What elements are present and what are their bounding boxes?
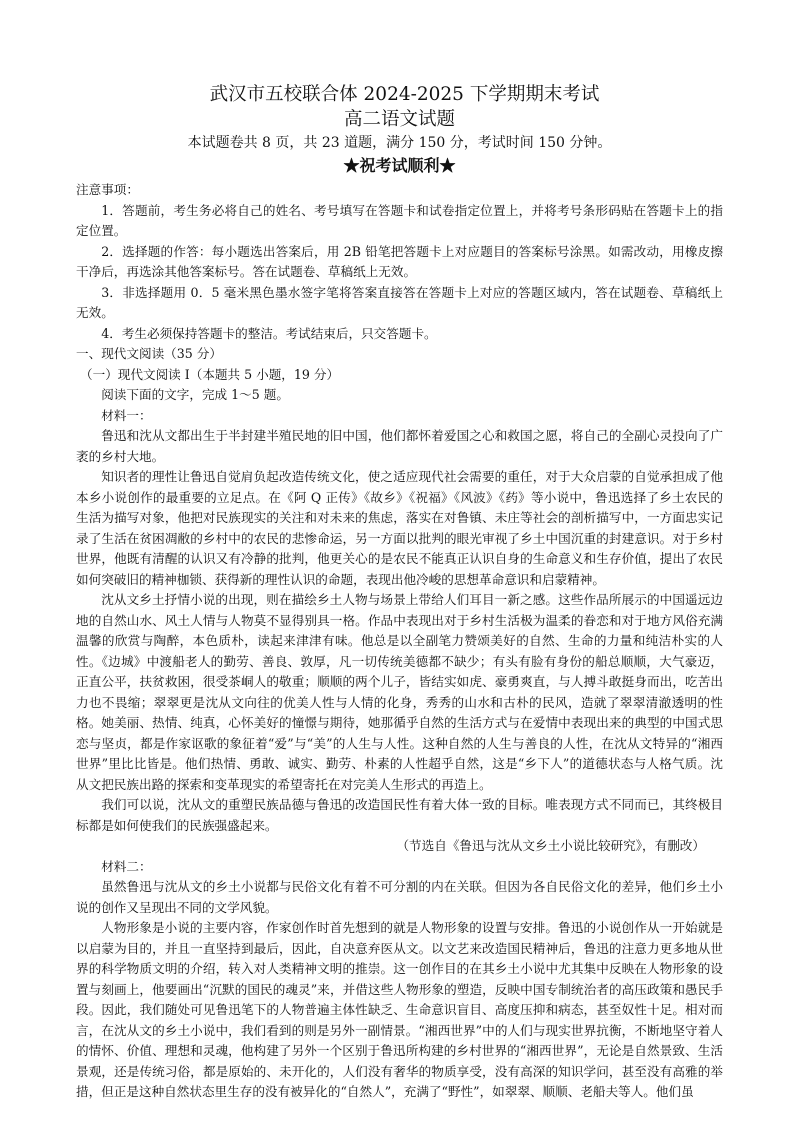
material1-paragraph: 知识者的理性让鲁迅自觉肩负起改造传统文化，使之适应现代社会需要的重任，对于大众启蒙的自觉承担成了他本乡小说创作的最重要的立足点。在《阿 Q 正传》《故乡》《祝福》《风波》《药》等小说中，鲁迅选择了乡土农民的生活为描写对象，他把对民族现实的关注和对未来的焦虑，落实在对鲁镇、未庄等社会的剖析描写中，一方面忠实记录了生活在贫困凋敝的乡村中的农民的悲惨命运，另一方面以批判的眼光审视了乡土中国沉重的封建意识。对于乡村世界，他既有清醒的认识又有冷静的批判，他更关心的是农民不能真正认识自身的生命意义和生存价值，提出了农民如何突破旧的精神枷锁、获得新的理性认识的命题，表现出他冷峻的思想革命意识和启蒙精神。 — [76, 469, 723, 587]
note-item-2: 2．选择题的作答：每小题选出答案后，用 2B 铅笔把答题卡上对应题目的答案标号涂黑。如需改动，用橡皮擦干净后，再选涂其他答案标号。答在试题卷、草稿纸上无效。 — [76, 243, 723, 279]
material2-label: 材料二： — [101, 858, 152, 874]
note-item-4: 4．考生必须保持答题卡的整洁。考试结束后，只交答题卡。 — [101, 325, 437, 341]
material1-paragraph: 沈从文乡土抒情小说的出现，则在描绘乡土人物与场景上带给人们耳目一新之感。这些作品所展示的中国遥远边地的自然山水、风土人情与人物莫不显得别具一格。作品中表现出对于乡村生活极为温柔的眷恋和对于地方风俗充满温馨的欣赏与陶醉，本色质朴，读起来津津有味。他总是以全副笔力赞颂美好的自然、生命的力量和纯洁朴实的人性。《边城》中渡船老人的勤劳、善良、敦厚，凡一切传统美德都不缺少；有头有脸有身份的船总顺顺，大气豪迈，正直公平，扶贫救困，很受茶峒人的敬重；顺顺的两个儿子，皆结实如虎、豪勇爽直，与人搏斗敢挺身而出，吃苦出力也不畏缩；翠翠更是沈从文向往的优美人性与人情的化身，秀秀的山水和古朴的民风，造就了翠翠清澈透明的性格。她美丽、热情、纯真，心怀美好的憧憬与期待，她那循乎自然的生活方式与在爱情中表现出来的典型的中国式思恋与坚贞，都是作家讴歌的象征着“爱”与“美”的人生与人性。这种自然的人生与善良的人性，在沈从文特异的“湘西世界”里比比皆是。他们热情、勇敢、诚实、勤劳、朴素的人性超乎自然，这是“乡下人”的道德状态与人格气质。沈从文把民族出路的探索和变革现实的希望寄托在对完美人生形式的再造上。 — [76, 592, 723, 792]
exam-info: 本试题卷共 8 页，共 23 道题，满分 150 分，考试时间 150 分钟。 — [187, 135, 612, 151]
exam-wish: ★祝考试顺利★ — [343, 156, 456, 175]
material1-source: （节选自《鲁迅与沈从文乡土小说比较研究》，有删改） — [396, 838, 705, 853]
notes-heading: 注意事项： — [76, 182, 139, 197]
material2-paragraph: 人物形象是小说的主要内容，作家创作时首先想到的就是人物形象的设置与安排。鲁迅的小说创作从一开始就是以启蒙为目的，并且一直坚持到最后，因此，自决意弃医从文。以文艺来改造国民精神后，鲁迅的注意力更多地从世界的科学物质文明的介绍，转入对人类精神文明的推崇。这一创作目的在其乡土小说中尤其集中反映在人物形象的设置与刻画上，他要画出“沉默的国民的魂灵”来，并借这些人物形象的塑造，反映中国专制统治者的高压政策和愚民手段。因此，我们随处可见鲁迅笔下的人物普遍主体性缺乏、生命意识盲目、高度压抑和病态，甚至奴性十足。相对而言，在沈从文的乡土小说中，我们看到的则是另外一副情景。“湘西世界”中的人们与现实世界抗衡，不断地坚守着人的情怀、价值、理想和灵魂，他构建了另外一个区别于鲁迅所构建的乡村世界的“湘西世界”，无论是自然景致、生活景观，还是传统习俗，都是原始的、未开化的，人们没有奢华的物质享受，没有高深的知识学问，甚至没有高雅的举措，但正是这种自然状态里生存的没有被异化的“自然人”，充满了“野性”，如翠翠、顺顺、老船夫等人。他们虽 — [76, 920, 723, 1099]
subsection-heading: （一）现代文阅读 I（本题共 5 小题，19 分） — [80, 366, 340, 382]
exam-subject: 高二语文试题 — [343, 109, 455, 130]
section-heading: 一、现代文阅读（35 分） — [76, 346, 222, 361]
reading-instruction: 阅读下面的文字，完成 1～5 题。 — [101, 387, 289, 402]
material1-label: 材料一： — [101, 407, 152, 423]
material1-paragraph: 鲁迅和沈从文都出生于半封建半殖民地的旧中国，他们都怀着爱国之心和救国之愿，将自己的全副心灵投向了广袤的乡村大地。 — [76, 428, 723, 464]
material1-paragraph: 我们可以说，沈从文的重塑民族品德与鲁迅的改造国民性有着大体一致的目标。唯表现方式不同而已，其终极目标都是如何使我们的民族强盛起来。 — [76, 797, 723, 833]
note-item-1: 1．答题前，考生务必将自己的姓名、考号填写在答题卡和试卷指定位置上，并将考号条形码贴在答题卡上的指定位置。 — [76, 202, 723, 238]
material2-paragraph: 虽然鲁迅与沈从文的乡土小说都与民俗文化有着不可分割的内在关联。但因为各自民俗文化的差异，他们乡土小说的创作又呈现出不同的文学风貌。 — [76, 879, 723, 915]
exam-title: 武汉市五校联合体 2024-2025 下学期期末考试 — [209, 84, 600, 105]
note-item-3: 3．非选择题用 0．5 毫米黑色墨水签字笔将答案直接答在答题卡上对应的答题区域内，答在试题卷、草稿纸上无效。 — [76, 284, 723, 320]
